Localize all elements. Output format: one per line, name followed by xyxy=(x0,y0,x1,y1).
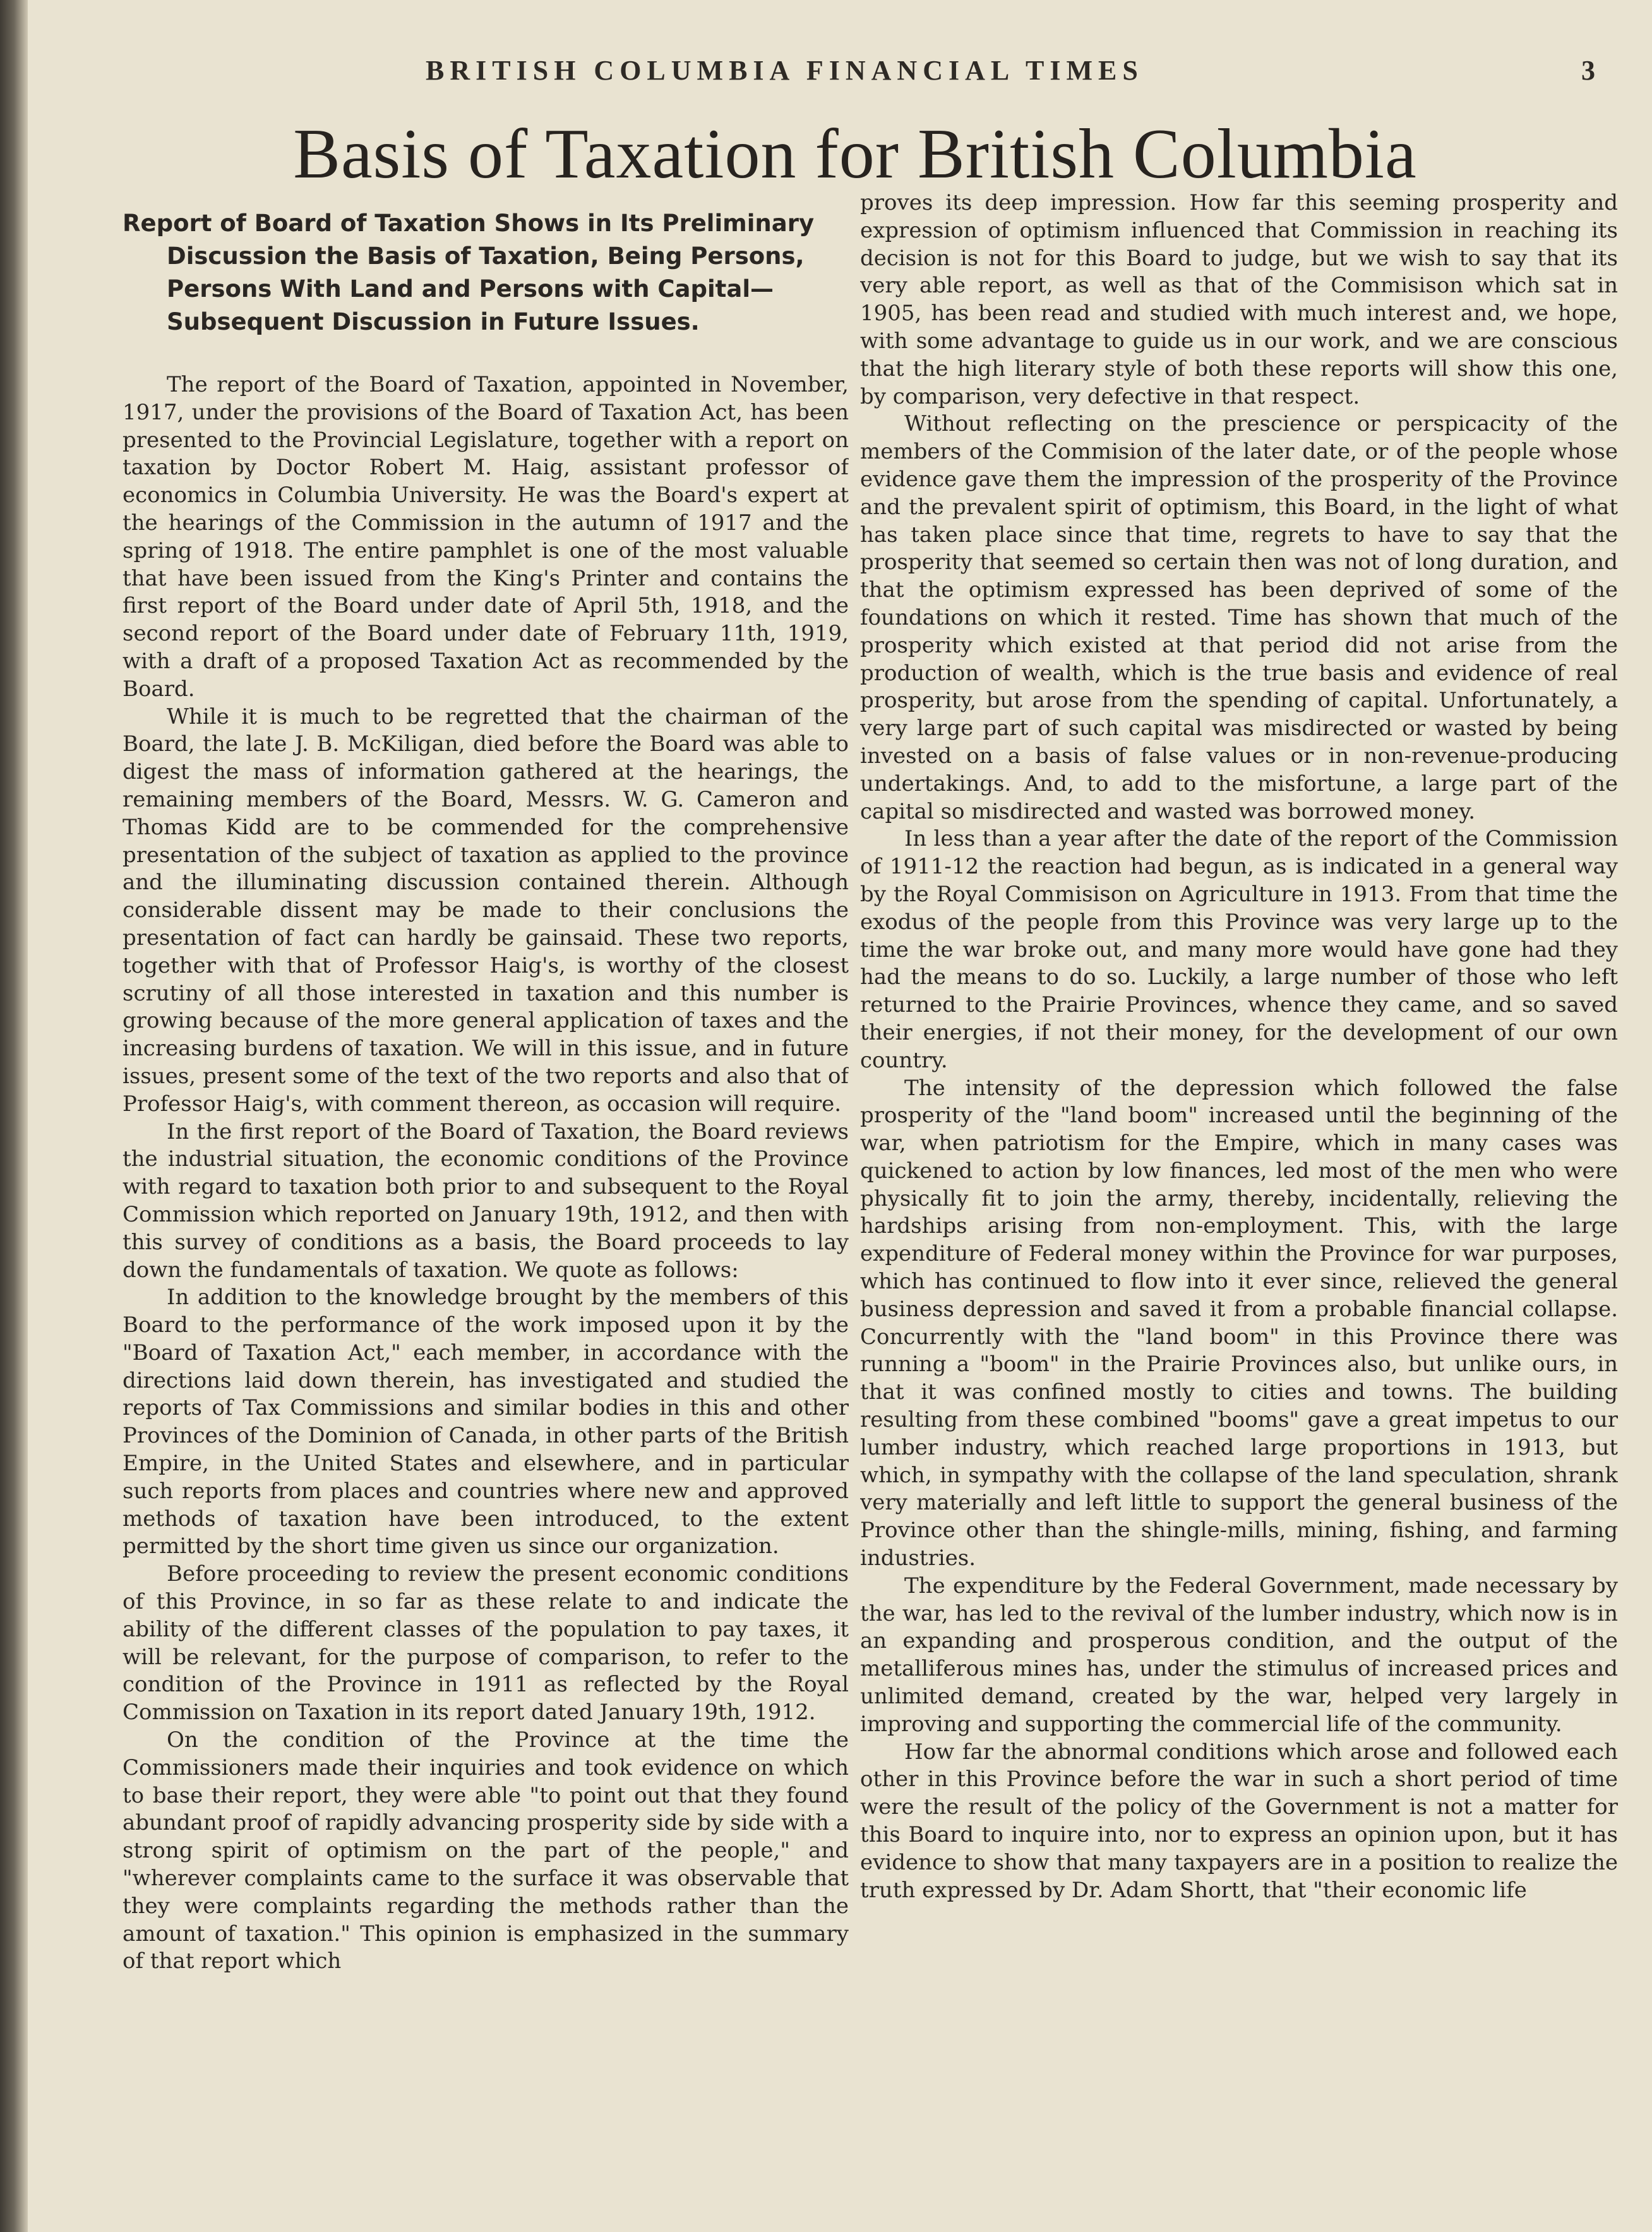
publication-running-head: BRITISH COLUMBIA FINANCIAL TIMES xyxy=(426,55,1144,86)
binding-gutter xyxy=(0,0,28,2232)
paragraph: Without reflecting on the prescience or perspicacity of the members of the Commision of the later date, or of the people whose evidence gave them the impression of the prosperity of the Province and the prevalent spirit of optimism, this Board, in the light of what has taken place since that time, regrets to have to say that the prosperity that seemed so certain then was not of long duration, and that the optimism expressed has been deprived of some of the foundations on which it rested. Time has shown that much of the prosperity which existed at that period did not arise from the production of wealth, which is the true basis and evidence of real prosperity, but arose from the spending of capital. Unfortunately, a very large part of such capital was misdirected or wasted by being invested on a basis of false values or in non-revenue-producing undertakings. And, to add to the misfortune, a large part of the capital so misdirected and wasted was borrowed money. xyxy=(860,411,1618,824)
paragraph: On the condition of the Province at the time the Commissioners made their inquiries and took evidence on which to base their report, they were able "to point out that they found abundant proof of rapidly advancing prosperity side by side with a strong spirit of optimism on the part of the people," and "wherever complaints came to the surface it was observable that they were complaints regarding the methods rather than the amount of taxation." This opinion is emphasized in the summary of that report which xyxy=(123,1727,849,1974)
paragraph: The intensity of the depression which followed the false prosperity of the "land boom" increased until the beginning of the war, when patriotism for the Empire, which in many cases was quickened to action by low finances, led most of the men who were physically fit to join the army, thereby, incidentally, relieving the hardships arising from non-employment. This, with the large expenditure of Federal money within the Province for war purposes, which has continued to flow into it ever since, relieved the general business depression and saved it from a probable financial collapse. Concurrently with the "land boom" in this Province there was running a "boom" in the Prairie Provinces also, but unlike ours, in that it was confined mostly to cities and towns. The building resulting from these combined "booms" gave a great impetus to our lumber industry, which reached large proportions in 1913, but which, in sympathy with the collapse of the land speculation, shrank very materially and left little to support the general business of the Province other than the shingle-mills, mining, fishing, and farming industries. xyxy=(860,1075,1618,1571)
paragraph: Before proceeding to review the present economic conditions of this Province, in so far as these relate to and indicate the ability of the different classes of the population to pay taxes, it will be relevant, for the purpose of comparison, to refer to the condition of the Province in 1911 as reflected by the Royal Commission on Taxation in its report dated January 19th, 1912. xyxy=(123,1561,849,1725)
article-headline: Basis of Taxation for British Columbia xyxy=(293,115,1417,193)
paragraph: The expenditure by the Federal Government, made necessary by the war, has led to the revival of the lumber industry, which now is in an expanding and prosperous condition, and the output of the metalliferous mines has, under the stimulus of increased prices and unlimited demand, created by the war, helped very largely in improving and supporting the commercial life of the community. xyxy=(860,1573,1618,1737)
paragraph: In the first report of the Board of Taxation, the Board reviews the industrial situation, the economic conditions of the Province with regard to taxation both prior to and subsequent to the Royal Commission which reported on January 19th, 1912, and then with this survey of conditions as a basis, the Board proceeds to lay down the fundamentals of taxation. We quote as follows: xyxy=(123,1119,849,1283)
right-column xyxy=(860,189,1618,2194)
article-deck: Report of Board of Taxation Shows in Its Preliminary Discussion the Basis of Taxation, Being Persons, Persons With Land and Persons with Capital—Subsequent Discussion in Future Issues. xyxy=(123,210,815,335)
paragraph: The report of the Board of Taxation, appointed in November, 1917, under the provisions of the Board of Taxation Act, has been presented to the Provincial Legislature, together with a report on taxation by Doctor Robert M. Haig, assistant professor of economics in Columbia University. He was the Board's expert at the hearings of the Commission in the autumn of 1917 and the spring of 1918. The entire pamphlet is one of the most valuable that have been issued from the King's Printer and contains the first report of the Board under date of April 5th, 1918, and the second report of the Board under date of February 11th, 1919, with a draft of a proposed Taxation Act as recommended by the Board. xyxy=(123,372,849,702)
left-column xyxy=(123,189,849,2194)
paragraph: proves its deep impression. How far this seeming prosperity and expression of optimism influenced that Commission in reaching its decision is not for this Board to judge, but we wish to say that its very able report, as well as that of the Commisison which sat in 1905, has been read and studied with much interest and, we hope, with some advantage to guide us in our work, and we are conscious that the high literary style of both these reports will show this one, by comparison, very defective in that respect. xyxy=(860,190,1618,409)
page-number: 3 xyxy=(1581,55,1595,86)
paragraph: How far the abnormal conditions which arose and followed each other in this Province before the war in such a short period of time were the result of the policy of the Government is not a matter for this Board to inquire into, nor to express an opinion upon, but it has evidence to show that many taxpayers are in a position to realize the truth expressed by Dr. Adam Shortt, that "their economic life xyxy=(860,1739,1618,1903)
paragraph: While it is much to be regretted that the chairman of the Board, the late J. B. McKiligan, died before the Board was able to digest the mass of information gathered at the hearings, the remaining members of the Board, Messrs. W. G. Cameron and Thomas Kidd are to be commended for the comprehensive presentation of the subject of taxation as applied to the province and the illuminating discussion contained therein. Although considerable dissent may be made to their conclusions the presentation of fact can hardly be gainsaid. These two reports, together with that of Professor Haig's, is worthy of the closest scrutiny of all those interested in taxation and this number is growing because of the more general application of taxes and the increasing burdens of taxation. We will in this issue, and in future issues, present some of the text of the two reports and also that of Professor Haig's, with comment thereon, as occasion will require. xyxy=(123,704,849,1117)
paragraph: In less than a year after the date of the report of the Commission of 1911-12 the reaction had begun, as is indicated in a general way by the Royal Commisison on Agriculture in 1913. From that time the exodus of the people from this Province was very large up to the time the war broke out, and many more would have gone had they had the means to do so. Luckily, a large number of those who left returned to the Prairie Provinces, whence they came, and so saved their energies, if not their money, for the development of our own country. xyxy=(860,826,1618,1073)
paragraph: In addition to the knowledge brought by the members of this Board to the performance of the work imposed upon it by the "Board of Taxation Act," each member, in accordance with the directions laid down therein, has investigated and studied the reports of Tax Commissions and similar bodies in this and other Provinces of the Dominion of Canada, in other parts of the British Empire, in the United States and elsewhere, and in particular such reports from places and countries where new and approved methods of taxation have been introduced, to the extent permitted by the short time given us since our organization. xyxy=(123,1285,849,1559)
newspaper-page xyxy=(28,0,1652,2232)
